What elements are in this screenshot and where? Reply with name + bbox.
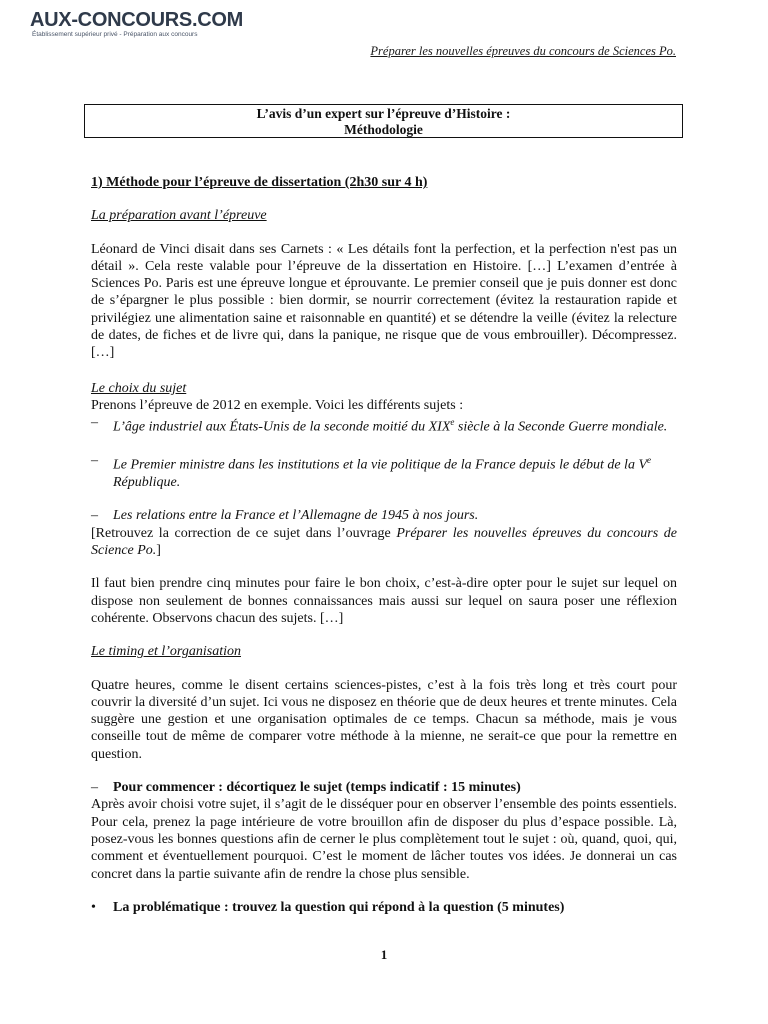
subject-item-3 <box>91 507 677 524</box>
subject-2-text: Le Premier ministre dans les institutions et la vie politique de la France depuis le début de la V <box>113 457 647 473</box>
step-heading-start <box>91 779 677 796</box>
subheading-choice: Le choix du sujet <box>91 380 187 396</box>
subheading-preparation: La préparation avant l’épreuve <box>91 208 267 224</box>
retrouvez-text: [Retrouvez la correction de ce sujet dans l’ouvrage <box>91 525 397 541</box>
subject-3-text: Les relations entre la France et l’Allemagne de 1945 à nos jours. <box>113 508 479 524</box>
paragraph-preparation: Léonard de Vinci disait dans ses Carnets : « Les détails font la perfection, et la perfection n'est pas un détail ». Cela reste valable pour l’épreuve de la dissertation en Histoire. […] L’examen d’entrée à Sciences Po. Paris est une épreuve longue et éprouvante. Le premier conseil que je puis donner est donc de s’épargner le plus possible : bien dormir, se nourrir correctement (évitez la restauration rapide et privilégiez une alimentation saine et raisonnable en quantité) et se détendre la veille (évitez la relecture de dates, de fiches et de livre qui, dans la panique, ne risque que de vous embrouiller). Décompressez. […] <box>91 241 677 361</box>
step-heading-problem <box>91 899 677 916</box>
superscript: e <box>450 417 455 428</box>
superscript: e <box>647 455 651 466</box>
paragraph-retrouvez <box>91 525 677 560</box>
title-line-1: L’avis d’un expert sur l’épreuve d’Histoire : <box>256 106 511 121</box>
document-body <box>91 174 677 916</box>
logo-tagline: Établissement supérieur privé - Préparation aux concours <box>32 31 198 38</box>
subject-1-text-end: siècle à la Seconde Guerre mondiale. <box>454 419 668 435</box>
subject-item-2 <box>91 452 677 491</box>
running-header: Préparer les nouvelles épreuves du concours de Sciences Po. <box>370 44 676 58</box>
subject-item-1 <box>91 414 677 436</box>
logo-text: AUX-CONCOURS.COM <box>30 9 243 31</box>
paragraph-choice-intro: Prenons l’épreuve de 2012 en exemple. Voici les différents sujets : <box>91 397 464 413</box>
bullet-mark: • <box>91 899 96 915</box>
book-title: Préparer les nouvelles épreuves du concours de Science Po. <box>91 525 677 559</box>
page-number: 1 <box>380 947 388 962</box>
paragraph-choice: Il faut bien prendre cinq minutes pour faire le bon choix, c’est-à-dire opter pour le sujet sur lequel on dispose non seulement de bonnes connaissances mais aussi sur lequel on saura poser une réflexion cohérente. Observons chacun des sujets. […] <box>91 576 677 626</box>
dash-mark: – <box>91 415 98 431</box>
title-line-2: Méthodologie <box>344 122 423 137</box>
subject-1-text: L’âge industriel aux États-Unis de la seconde moitié du XIX <box>113 419 451 435</box>
dash-mark: – <box>91 780 98 796</box>
paragraph-start: Après avoir choisi votre sujet, il s’agit de le disséquer pour en observer l’ensemble des points essentiels. Pour cela, prenez la page intérieure de votre brouillon afin de disposer du plus d’espace possible. Là, posez-vous les bonnes questions afin de cerner le plus complètement tout le sujet : où, quand, quoi, qui, comment et éventuellement pourquoi. C’est le moment de lâcher toutes vos idées. Je donnerai un cas concret dans la partie suivante afin de rendre la chose plus sensible. <box>91 797 677 882</box>
step-problem-text: La problématique : trouvez la question qui répond à la question (5 minutes) <box>113 899 565 915</box>
subheading-timing: Le timing et l’organisation <box>91 644 241 660</box>
step-start-text: Pour commencer : décortiquez le sujet (temps indicatif : 15 minutes) <box>113 780 521 796</box>
dash-mark: – <box>91 453 98 469</box>
site-logo <box>28 6 248 42</box>
title-box <box>84 104 683 138</box>
dash-mark: – <box>91 508 98 524</box>
section-heading: 1) Méthode pour l’épreuve de dissertation (2h30 sur 4 h) <box>91 175 428 190</box>
paragraph-timing: Quatre heures, comme le disent certains sciences-pistes, c’est à la fois très long et très court pour couvrir la diversité d’un sujet. Ici vous ne disposez en théorie que de deux heures et trente minutes. Cela suggère une gestion et une organisation optimales de ce temps. Chacun sa méthode, mais je vous conseille tout de même de comparer votre méthode à la mienne, ne serait-ce que pour la remettre en question. <box>91 677 677 762</box>
retrouvez-close: ] <box>156 543 161 559</box>
subject-2-text-end: République. <box>113 475 181 491</box>
